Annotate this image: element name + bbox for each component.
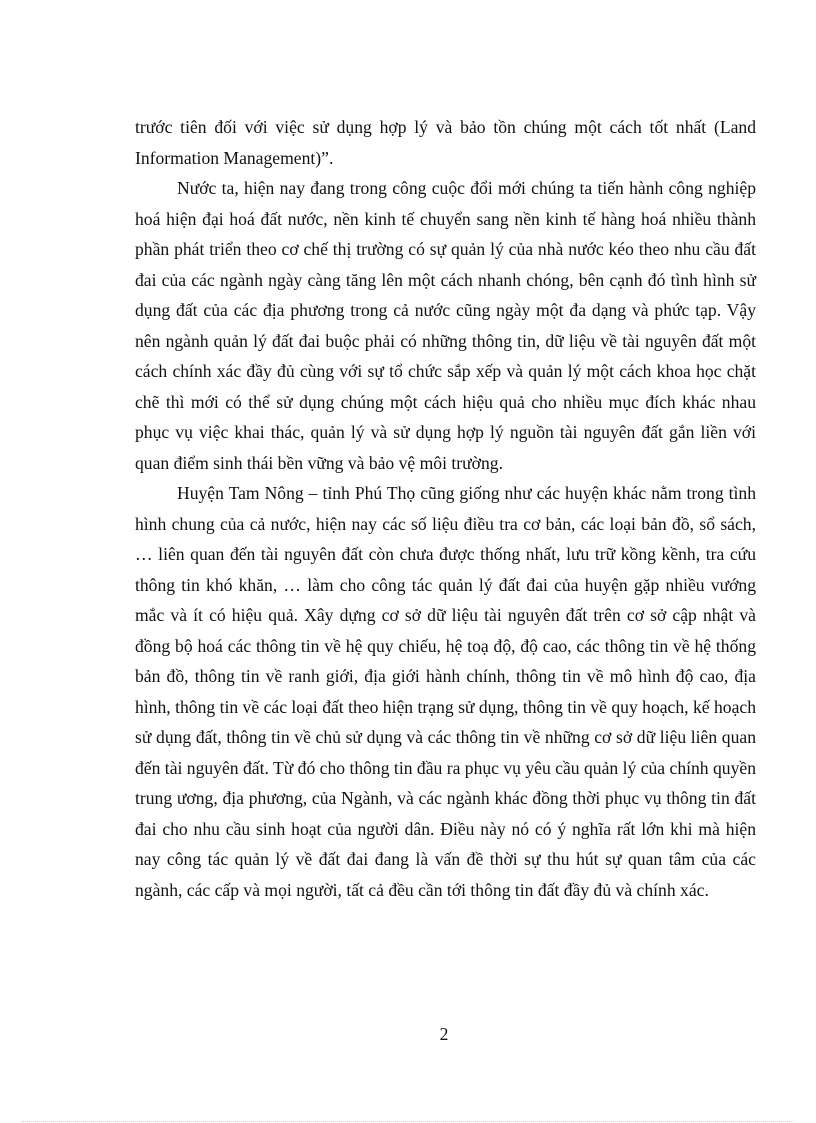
page-number: 2 — [439, 1024, 449, 1044]
paragraph-tam-nong-district: Huyện Tam Nông – tỉnh Phú Thọ cũng giống như các huyện khác nằm trong tình hình chung của cả nước, hiện nay các số liệu điều tra cơ bản, các loại bản đồ, sổ sách, … liên quan đến tài nguyên đất còn chưa được thống nhất, lưu trữ kồng kềnh, tra cứu thông tin khó khăn, … làm cho công tác quản lý đất đai của huyện gặp nhiều vướng mắc và ít có hiệu quả. Xây dựng cơ sở dữ liệu tài nguyên đất trên cơ sở cập nhật và đồng bộ hoá các thông tin về hệ quy chiếu, hệ toạ độ, độ cao, các thông tin về hệ thống bản đồ, thông tin về ranh giới, địa giới hành chính, thông tin về mô hình độ cao, địa hình, thông tin về các loại đất theo hiện trạng sử dụng, thông tin về quy hoạch, kế hoạch sử dụng đất, thông tin về chủ sử dụng và các thông tin về những cơ sở dữ liệu liên quan đến tài nguyên đất. Từ đó cho thông tin đầu ra phục vụ yêu cầu quản lý của chính quyền trung ương, địa phương, của Ngành, và các ngành khác đồng thời phục vụ thông tin đất đai cho nhu cầu sinh hoạt của người dân. Điều này nó có ý nghĩa rất lớn khi mà hiện nay công tác quản lý về đất đai đang là vấn đề thời sự thu hút sự quan tâm của các ngành, các cấp và mọi người, tất cả đều cần tới thông tin đất đầy đủ và chính xác. — [135, 483, 756, 900]
body-text — [135, 112, 756, 905]
page-bottom-divider — [22, 1121, 794, 1122]
paragraph-economy-land-info: Nước ta, hiện nay đang trong công cuộc đổi mới chúng ta tiến hành công nghiệp hoá hiện đại hoá đất nước, nền kinh tế chuyển sang nền kinh tế hàng hoá nhiều thành phần phát triển theo cơ chế thị trường có sự quản lý của nhà nước kéo theo nhu cầu đất đai của các ngành ngày càng tăng lên một cách nhanh chóng, bên cạnh đó tình hình sử dụng đất của các địa phương trong cả nước cũng ngày một đa dạng và phức tạp. Vậy nên ngành quản lý đất đai buộc phải có những thông tin, dữ liệu về tài nguyên đất một cách chính xác đầy đủ cùng với sự tổ chức sắp xếp và quản lý một cách khoa học chặt chẽ thì mới có thể sử dụng chúng một cách hiệu quả cho nhiều mục đích khác nhau phục vụ việc khai thác, quản lý và sử dụng hợp lý nguồn tài nguyên đất gắn liền với quan điểm sinh thái bền vững và bảo vệ môi trường. — [135, 178, 756, 473]
paragraph-continuation: trước tiên đối với việc sử dụng hợp lý và bảo tồn chúng một cách tốt nhất (Land Information Management)”. — [135, 117, 756, 168]
